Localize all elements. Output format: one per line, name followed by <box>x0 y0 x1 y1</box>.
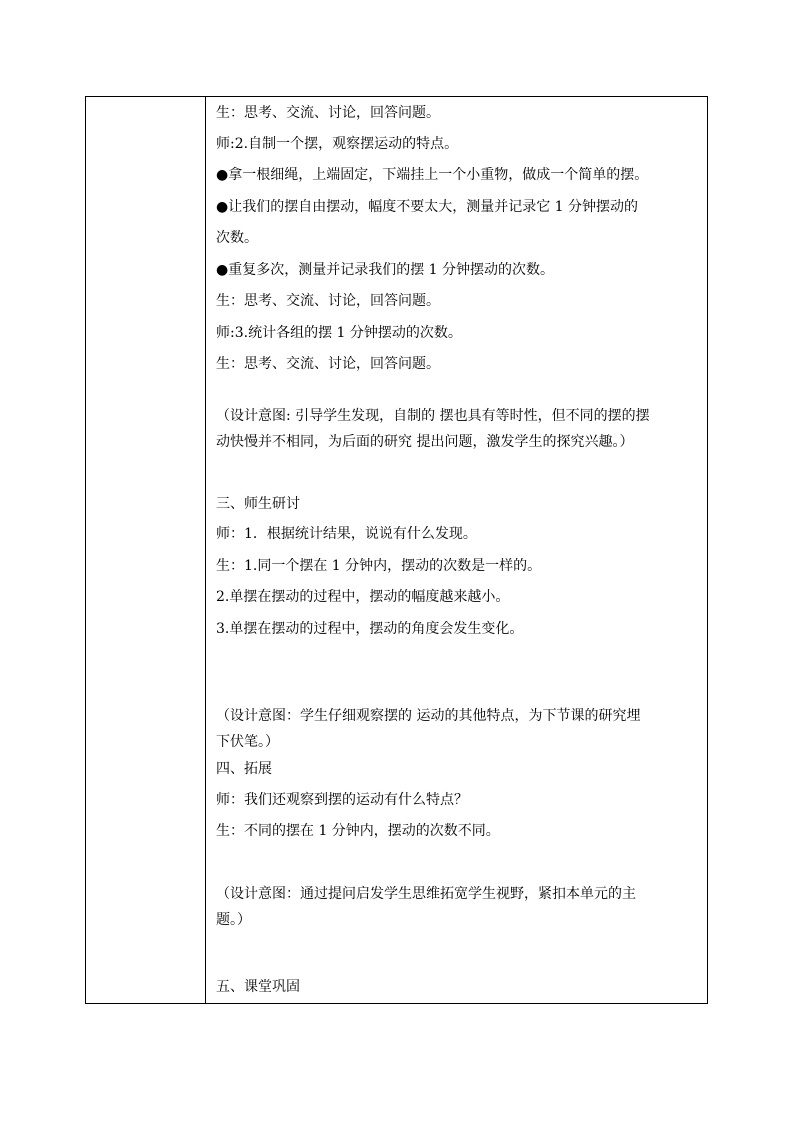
content-cell <box>206 97 707 1003</box>
design-intent-text: 动快慢并不相同，为后面的研究 提出问题，激发学生的探究兴趣。） <box>216 434 634 450</box>
text-line: ●拿一根细绳，上端固定，下端挂上一个小重物，做成一个简单的摆。 <box>216 167 649 183</box>
text-line: 2.单摆在摆动的过程中，摆动的幅度越来越小。 <box>216 589 510 605</box>
design-intent-text: 题。） <box>216 912 251 928</box>
left-column-cell <box>86 97 206 1003</box>
text-line: 师：1．根据统计结果，说说有什么发现。 <box>216 526 477 542</box>
section-heading: 四、拓展 <box>216 761 272 777</box>
design-intent-text: （设计意图：通过提问启发学生思维拓宽学生视野，紧扣本单元的主 <box>216 886 636 902</box>
design-intent-text: 下伏笔。） <box>216 734 279 750</box>
section-heading: 三、师生研讨 <box>216 496 300 512</box>
text-line: 师:3.统计各组的摆 1 分钟摆动的次数。 <box>216 325 462 341</box>
text-line: ●让我们的摆自由摆动，幅度不要太大，测量并记录它 1 分钟摆动的 <box>216 199 639 215</box>
design-intent-text: （设计意图: 引导学生发现，自制的 摆也具有等时性，但不同的摆的摆 <box>216 408 650 424</box>
text-line: 次数。 <box>216 230 258 246</box>
text-line: 生：思考、交流、讨论，回答问题。 <box>216 356 440 372</box>
text-line: 3.单摆在摆动的过程中，摆动的角度会发生变化。 <box>216 621 524 637</box>
text-line: 师：我们还观察到摆的运动有什么特点？ <box>216 792 468 808</box>
text-line: 生：1.同一个摆在 1 分钟内，摆动的次数是一样的。 <box>216 558 542 574</box>
text-line: 生：思考、交流、讨论，回答问题。 <box>216 293 440 309</box>
text-line: 生：不同的摆在 1 分钟内，摆动的次数不同。 <box>216 823 500 839</box>
text-line: ●重复多次，测量并记录我们的摆 1 分钟摆动的次数。 <box>216 262 555 278</box>
lesson-table <box>85 96 708 1004</box>
design-intent-text: （设计意图：学生仔细观察摆的 运动的其他特点，为下节课的研究埋 <box>216 708 641 724</box>
text-line: 师:2.自制一个摆，观察摆运动的特点。 <box>216 136 459 152</box>
text-line: 生：思考、交流、讨论，回答问题。 <box>216 105 440 121</box>
section-heading: 五、课堂巩固 <box>216 979 300 995</box>
